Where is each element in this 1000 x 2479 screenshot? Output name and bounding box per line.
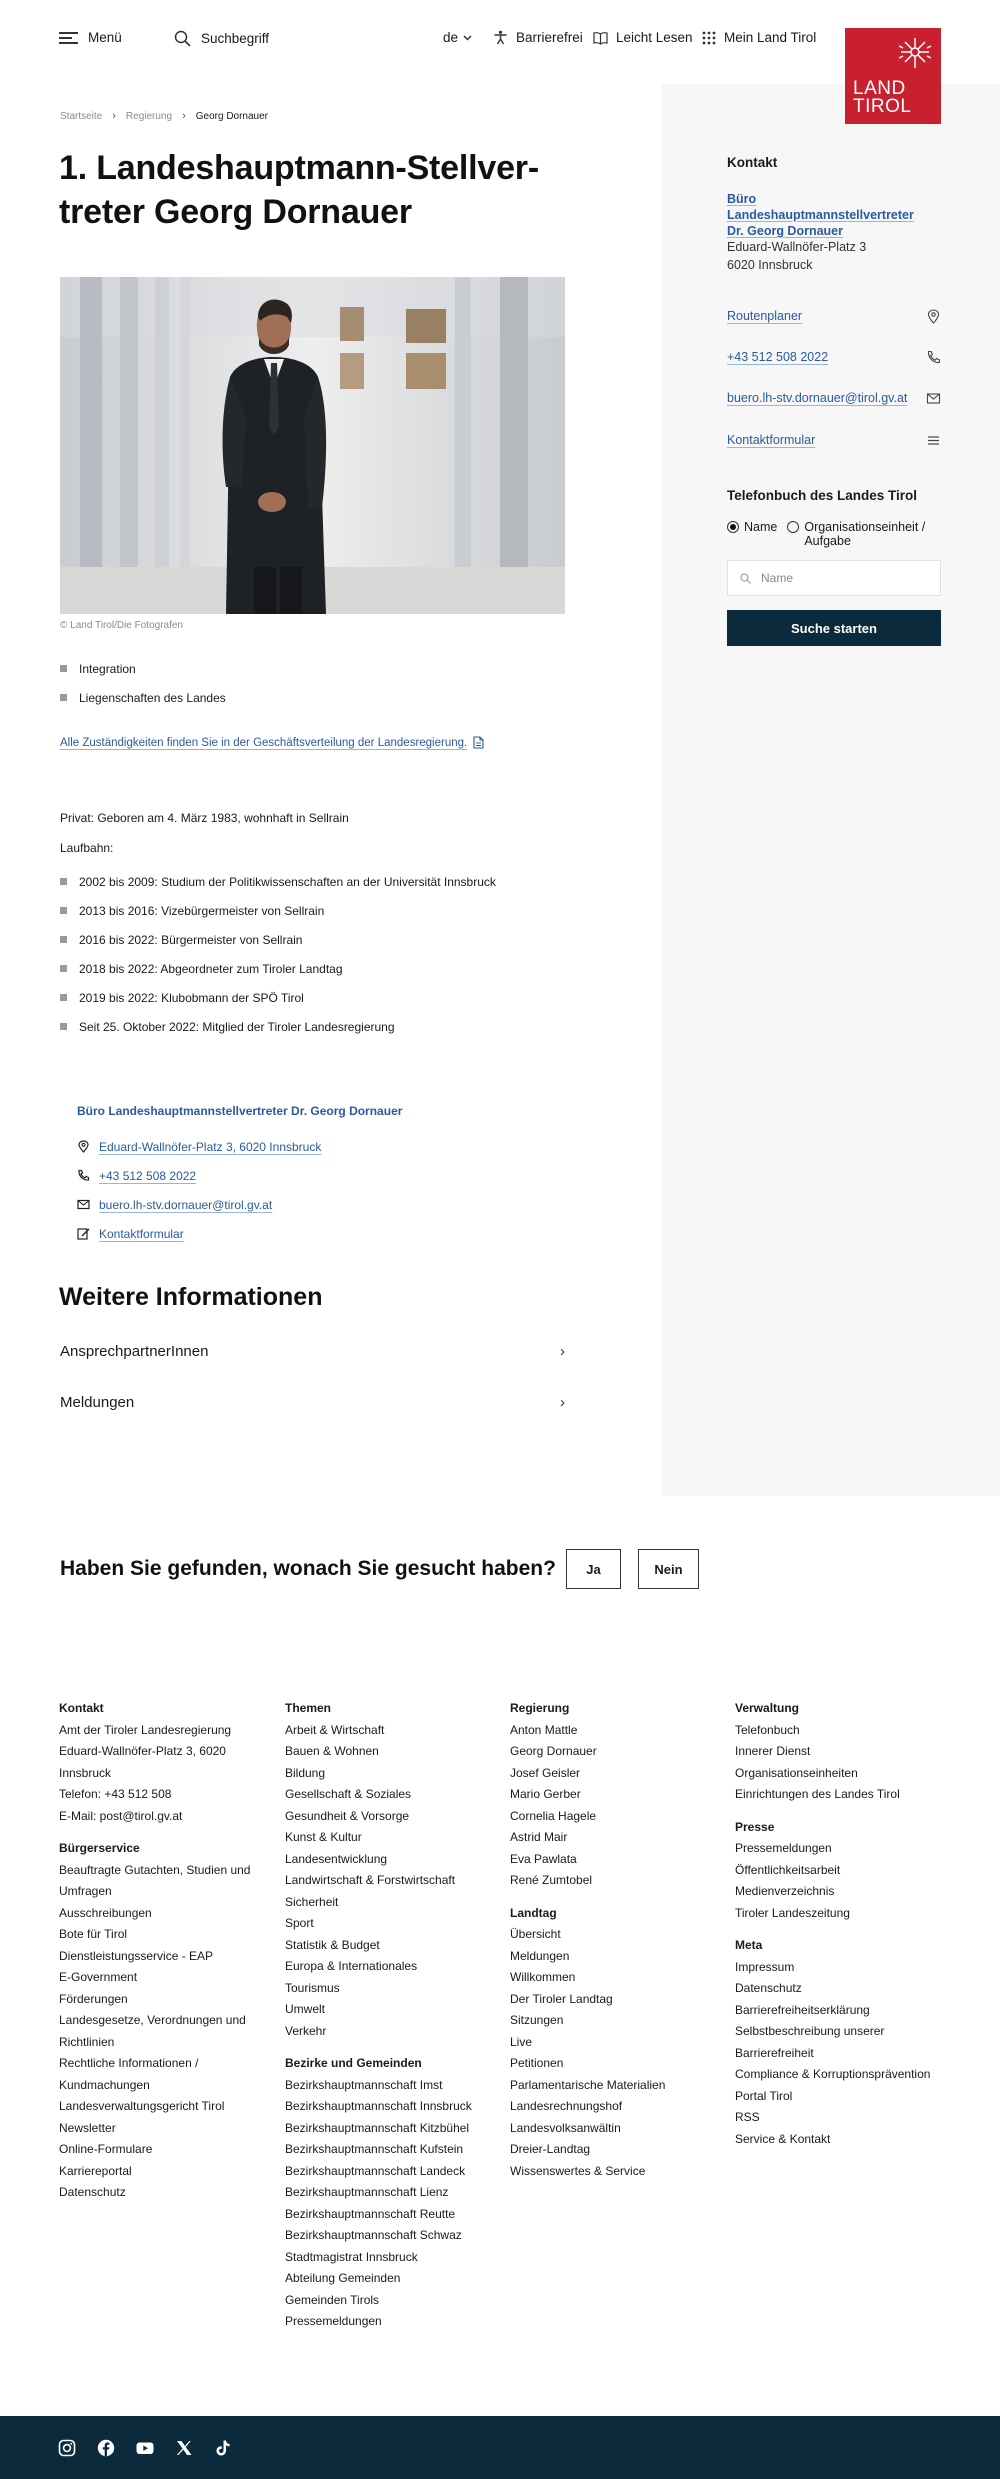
sidebar [662, 84, 1000, 1496]
sidebar-contact-title: Kontakt [727, 155, 778, 170]
footer-link[interactable]: Dreier-Landtag [510, 2142, 591, 2156]
page-title: 1. Landeshauptmann-Stellver- treter Georg Dornauer [59, 149, 539, 231]
footer-link[interactable]: Öffentlichkeitsarbeit [735, 1862, 841, 1877]
footer-link: Telefon: +43 512 508 [59, 1787, 172, 1801]
list-item [60, 1012, 620, 1041]
phone-icon [77, 1169, 90, 1182]
mail-icon [77, 1198, 90, 1211]
footer-link[interactable]: Eva Pawlata [510, 1851, 577, 1866]
footer-link[interactable]: Willkommen [510, 1970, 576, 1984]
footer-link: E-Mail: post@tirol.gv.at [59, 1808, 183, 1823]
footer-link[interactable]: Tourismus [285, 1980, 340, 1995]
youtube-icon[interactable] [136, 2439, 154, 2457]
responsibilities-link-text: Alle Zuständigkeiten finden Sie in der Geschäftsverteilung der Landesregierung. [60, 736, 468, 749]
career-label: Laufbahn: [60, 841, 114, 855]
footer-link[interactable]: Tiroler Landeszeitung [735, 1905, 850, 1920]
list-icon [926, 433, 941, 448]
easy-read-link[interactable] [593, 30, 693, 45]
menu-label: Menü [88, 30, 122, 45]
footer-link[interactable]: Telefonbuch [735, 1722, 800, 1737]
footer-link[interactable]: Barrierefreiheit [735, 2045, 814, 2060]
footer-link[interactable]: Barrierefreiheitserklärung [735, 2002, 870, 2017]
book-icon [593, 31, 608, 45]
footer-link[interactable]: Landesrechnungshof [510, 2099, 623, 2113]
footer-link[interactable]: Bote für Tirol [59, 1927, 128, 1941]
bullet-icon [60, 694, 67, 701]
footer-spacer [59, 1827, 279, 1838]
facebook-icon[interactable] [97, 2439, 115, 2457]
footer-link[interactable]: Umfragen [59, 1884, 112, 1898]
sidebar-email-link[interactable] [727, 387, 941, 409]
footer-link[interactable]: E-Government [59, 1970, 138, 1984]
footer-link[interactable]: Der Tiroler Landtag [510, 1991, 613, 2006]
footer-spacer [285, 2042, 505, 2053]
more-info-heading: Weitere Informationen [59, 1283, 323, 1311]
footer-link[interactable]: Landwirtschaft & Forstwirtschaft [285, 1873, 456, 1887]
footer-link[interactable]: Bildung [285, 1765, 326, 1780]
footer-link[interactable]: Stadtmagistrat Innsbruck [285, 2249, 418, 2264]
footer-link[interactable]: Richtlinien [59, 2034, 115, 2049]
mail-icon [926, 391, 941, 406]
bullet-icon [60, 936, 67, 943]
sidebar-office-link[interactable]: Büro Landeshauptmannstellvertreter Dr. Georg Dornauer [727, 192, 914, 238]
feedback-section [60, 1549, 716, 1589]
list-item [60, 654, 620, 683]
footer-link[interactable]: Gemeinden Tirols [285, 2292, 380, 2307]
sidebar-route-link[interactable] [727, 305, 941, 327]
footer-col-4 [735, 1698, 955, 2150]
phone-icon [926, 350, 941, 365]
footer-link[interactable]: Dienstleistungsservice - EAP [59, 1948, 214, 1963]
footer-heading: Meta [735, 1938, 763, 1952]
footer-link[interactable]: Statistik & Budget [285, 1937, 380, 1952]
list-item [60, 683, 620, 712]
chevron-right-icon: › [560, 1342, 565, 1360]
footer-link[interactable]: Selbstbeschreibung unserer [735, 2024, 885, 2038]
footer-col-3 [510, 1698, 730, 2182]
search-icon [740, 573, 751, 584]
search-placeholder: Suchbegriff [201, 31, 270, 46]
menu-button[interactable] [59, 30, 122, 45]
footer-link[interactable]: Organisationseinheiten [735, 1765, 858, 1780]
footer-link[interactable]: Compliance & Korruptionsprävention [735, 2067, 931, 2081]
footer-link[interactable]: Medienverzeichnis [735, 1884, 835, 1898]
sidebar-street: Eduard-Wallnöfer-Platz 3 [727, 240, 867, 254]
footer-col-1 [59, 1698, 279, 2204]
info-row-contacts[interactable] [60, 1336, 565, 1366]
footer-spacer [510, 1892, 730, 1903]
footer-link[interactable]: Live [510, 2034, 533, 2049]
footer-link[interactable]: Bezirkshauptmannschaft Kufstein [285, 2142, 464, 2156]
sidebar-form-link[interactable] [727, 429, 941, 451]
radio-organisation-label: Organisationseinheit / Aufgabe [804, 520, 926, 548]
footer-link[interactable]: Josef Geisler [510, 1765, 581, 1780]
sidebar-city: 6020 Innsbruck [727, 258, 813, 272]
phonebook-search-type [727, 520, 927, 548]
radio-name[interactable] [727, 520, 777, 548]
footer-link[interactable]: Kunst & Kultur [285, 1830, 362, 1844]
instagram-icon[interactable] [58, 2439, 76, 2457]
list-item-text: Liegenschaften des Landes [79, 690, 226, 705]
footer-heading: Verwaltung [735, 1701, 800, 1715]
footer-link[interactable]: Bauen & Wohnen [285, 1744, 379, 1758]
accessibility-label: Barrierefrei [516, 30, 583, 45]
footer-link[interactable]: Bezirkshauptmannschaft Kitzbühel [285, 2120, 470, 2135]
footer-link: Eduard-Wallnöfer-Platz 3, 6020 [59, 1744, 226, 1758]
easy-read-label: Leicht Lesen [616, 30, 693, 45]
footer-link[interactable]: Karriereportal [59, 2163, 132, 2178]
footer-col-2 [285, 1698, 505, 2333]
eagle-icon [897, 36, 933, 72]
contact-address[interactable] [77, 1132, 557, 1161]
footer-link[interactable]: Cornelia Hagele [510, 1808, 597, 1823]
footer-link[interactable]: Förderungen [59, 1991, 128, 2006]
my-tirol-link[interactable] [702, 30, 816, 45]
contact-phone-text: +43 512 508 2022 [99, 1168, 197, 1183]
logo-text: LAND TIROL [853, 78, 912, 117]
footer-link[interactable]: Mario Gerber [510, 1787, 581, 1801]
footer-link[interactable]: Gesellschaft & Soziales [285, 1787, 412, 1801]
list-item [60, 954, 620, 983]
bullet-icon [60, 665, 67, 672]
list-item [60, 983, 620, 1012]
bullet-icon [60, 907, 67, 914]
footer-link[interactable]: Landesverwaltungsgericht Tirol [59, 2099, 225, 2113]
list-item-text: Seit 25. Oktober 2022: Mitglied der Tiroler Landesregierung [79, 1019, 395, 1034]
search-start-button[interactable]: Suche starten [727, 610, 941, 646]
radio-name-label: Name [744, 520, 778, 534]
contact-form-text: Kontaktformular [99, 1226, 184, 1241]
private-text: Privat: Geboren am 4. März 1983, wohnhaft in Sellrain [60, 811, 349, 825]
sidebar-form-text: Kontaktformular [727, 433, 816, 447]
footer-link[interactable]: Beauftragte Gutachten, Studien und [59, 1862, 251, 1877]
footer-link[interactable]: Pressemeldungen [285, 2314, 382, 2328]
edit-icon [77, 1227, 90, 1240]
footer-link: Amt der Tiroler Landesregierung [59, 1722, 232, 1737]
sidebar-email-text: buero.lh-stv.dornauer@tirol.gv.at [727, 391, 908, 405]
phonebook-title: Telefonbuch des Landes Tirol [727, 488, 918, 503]
bullet-icon [60, 878, 67, 885]
footer-heading: Bürgerservice [59, 1841, 140, 1855]
footer-link[interactable]: Wissenswertes & Service [510, 2163, 646, 2178]
bullet-icon [60, 1023, 67, 1030]
footer-link[interactable]: Petitionen [510, 2056, 564, 2070]
list-item-text: 2002 bis 2009: Studium der Politikwissenschaften an der Universität Innsbruck [79, 874, 496, 889]
footer-link[interactable]: Anton Mattle [510, 1722, 578, 1737]
footer-link[interactable]: Landesentwicklung [285, 1851, 388, 1866]
land-tirol-logo[interactable] [845, 28, 941, 124]
footer-link[interactable]: Abteilung Gemeinden [285, 2271, 401, 2285]
contact-form[interactable] [77, 1219, 557, 1248]
footer-link[interactable]: Astrid Mair [510, 1830, 568, 1844]
responsibilities-list [60, 654, 620, 712]
footer-link[interactable]: Datenschutz [735, 1981, 802, 1995]
feedback-yes-button[interactable]: Ja [566, 1549, 621, 1589]
chevron-right-icon: › [182, 110, 186, 122]
radio-selected-icon [727, 521, 739, 533]
footer-link[interactable]: Übersicht [510, 1927, 561, 1941]
footer-link[interactable]: Parlamentarische Materialien [510, 2077, 666, 2092]
footer-heading: Bezirke und Gemeinden [285, 2056, 422, 2070]
footer-link[interactable]: Kundmachungen [59, 2077, 150, 2092]
footer-link[interactable]: Newsletter [59, 2120, 116, 2135]
info-row-label: AnsprechpartnerInnen [60, 1342, 209, 1360]
contact-email-text: buero.lh-stv.dornauer@tirol.gv.at [99, 1197, 273, 1212]
list-item [60, 896, 620, 925]
hamburger-icon [59, 32, 78, 44]
career-list [60, 867, 620, 1041]
location-pin-icon [77, 1140, 90, 1153]
footer-link[interactable]: Europa & Internationales [285, 1959, 418, 1973]
photo-caption: © Land Tirol/Die Fotografen [60, 620, 183, 631]
footer-heading: Themen [285, 1701, 332, 1715]
contact-phone[interactable] [77, 1161, 557, 1190]
accessibility-icon [493, 30, 508, 45]
footer-heading: Landtag [510, 1905, 557, 1920]
location-pin-icon [926, 309, 941, 324]
footer-link[interactable]: Gesundheit & Vorsorge [285, 1808, 410, 1823]
feedback-question: Haben Sie gefunden, wonach Sie gesucht haben? [60, 1557, 556, 1580]
footer-link[interactable]: Bezirkshauptmannschaft Reutte [285, 2206, 456, 2221]
footer-link[interactable]: Bezirkshauptmannschaft Lienz [285, 2185, 449, 2199]
footer-link[interactable]: Georg Dornauer [510, 1744, 597, 1758]
search-trigger[interactable] [174, 30, 269, 47]
chevron-right-icon: › [112, 110, 116, 122]
footer-heading: Kontakt [59, 1701, 104, 1715]
info-row-news[interactable] [60, 1387, 565, 1417]
footer-link[interactable]: Bezirkshauptmannschaft Landeck [285, 2163, 466, 2178]
footer-link[interactable]: Ausschreibungen [59, 1905, 152, 1920]
contact-box-title: Büro Landeshauptmannstellvertreter Dr. Georg Dornauer [77, 1104, 403, 1118]
phonebook-input-placeholder: Name [761, 571, 794, 585]
footer-link[interactable]: Portal Tirol [735, 2088, 793, 2103]
breadcrumb [60, 110, 268, 122]
footer-link[interactable]: Landesvolksanwältin [510, 2120, 621, 2135]
footer-link[interactable]: Datenschutz [59, 2185, 126, 2199]
footer-link[interactable]: Bezirkshauptmannschaft Innsbruck [285, 2099, 472, 2113]
footer-link[interactable]: Bezirkshauptmannschaft Schwaz [285, 2228, 462, 2242]
social-bar [0, 2416, 1000, 2479]
info-row-label: Meldungen [60, 1393, 135, 1411]
list-item-text: 2013 bis 2016: Vizebürgermeister von Sellrain [79, 903, 325, 918]
contact-box [77, 1104, 557, 1248]
footer-link: Innsbruck [59, 1765, 112, 1780]
footer-link[interactable]: Landesgesetze, Verordnungen und [59, 2013, 246, 2027]
document-icon [473, 736, 484, 749]
footer-link[interactable]: Service & Kontakt [735, 2131, 831, 2146]
footer-spacer [735, 1924, 955, 1935]
footer-link[interactable]: Verkehr [285, 2023, 327, 2038]
footer-link[interactable]: Meldungen [510, 1948, 570, 1963]
footer-link[interactable]: Sport [285, 1916, 314, 1930]
my-tirol-label: Mein Land Tirol [724, 30, 817, 45]
bullet-icon [60, 994, 67, 1001]
list-item-text: 2018 bis 2022: Abgeordneter zum Tiroler Landtag [79, 961, 343, 976]
responsibilities-link[interactable] [60, 736, 484, 749]
x-icon[interactable] [175, 2439, 193, 2457]
sidebar-route-text: Routenplaner [727, 309, 803, 323]
list-item-text: 2019 bis 2022: Klubobmann der SPÖ Tirol [79, 990, 304, 1005]
breadcrumb-current: Georg Dornauer [195, 110, 269, 122]
search-icon [174, 30, 191, 47]
list-item [60, 867, 620, 896]
breadcrumb-regierung[interactable]: Regierung [125, 110, 173, 122]
footer-spacer [735, 1806, 955, 1817]
footer-link[interactable]: Online-Formulare [59, 2142, 153, 2156]
footer-link[interactable]: Bezirkshauptmannschaft Imst [285, 2077, 443, 2092]
contact-email[interactable] [77, 1190, 557, 1219]
bullet-icon [60, 965, 67, 972]
breadcrumb-home[interactable]: Startseite [60, 110, 103, 122]
footer-link[interactable]: Pressemeldungen [735, 1841, 832, 1855]
footer-link[interactable]: Sicherheit [285, 1894, 339, 1909]
sidebar-phone-link[interactable] [727, 346, 941, 368]
footer-heading: Presse [735, 1819, 775, 1834]
footer-link[interactable]: Rechtliche Informationen / [59, 2056, 199, 2070]
accessibility-link[interactable] [493, 30, 583, 45]
footer-link[interactable]: Arbeit & Wirtschaft [285, 1722, 385, 1737]
list-item-text: 2016 bis 2022: Bürgermeister von Sellrain [79, 932, 303, 947]
language-select[interactable] [443, 30, 472, 45]
radio-organisation[interactable] [787, 520, 927, 548]
chevron-down-icon [463, 35, 472, 41]
list-item-text: Integration [79, 661, 136, 676]
sidebar-phone-text: +43 512 508 2022 [727, 350, 829, 364]
feedback-no-button[interactable]: Nein [638, 1549, 699, 1589]
portrait-photo [60, 277, 565, 614]
contact-address-text: Eduard-Wallnöfer-Platz 3, 6020 Innsbruck [99, 1139, 322, 1154]
radio-unselected-icon [787, 521, 799, 533]
footer-link[interactable]: Einrichtungen des Landes Tirol [735, 1787, 900, 1801]
list-item [60, 925, 620, 954]
phonebook-name-input[interactable] [727, 560, 941, 596]
footer-link[interactable]: René Zumtobel [510, 1873, 593, 1887]
footer-link[interactable]: Impressum [735, 1959, 795, 1974]
footer-link[interactable]: Sitzungen [510, 2013, 564, 2027]
tiktok-icon[interactable] [214, 2439, 232, 2457]
grid-icon [702, 31, 716, 45]
language-value: de [443, 30, 459, 45]
footer-link[interactable]: RSS [735, 2110, 760, 2124]
footer-link[interactable]: Umwelt [285, 2002, 326, 2016]
footer-heading: Regierung [510, 1701, 570, 1715]
footer-link[interactable]: Innerer Dienst [735, 1744, 811, 1758]
chevron-right-icon: › [560, 1393, 565, 1411]
